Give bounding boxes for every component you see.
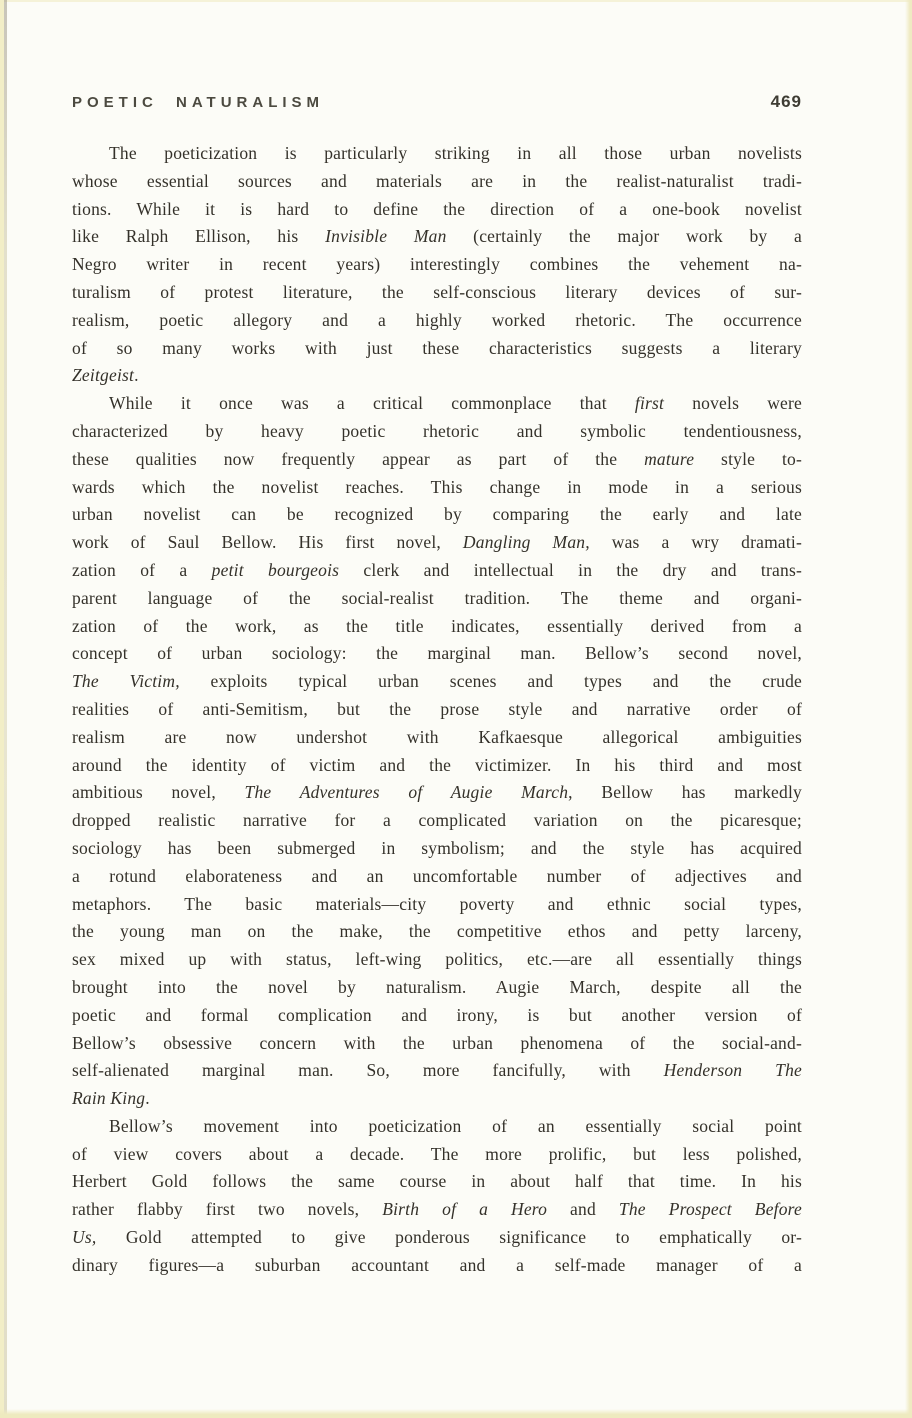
body-text: Negro writer in recent years) interestingly combines the vehement na-	[72, 254, 802, 275]
text-line	[72, 1057, 802, 1085]
body-text: sex mixed up with status, left-wing politics, etc.—are all essentially things	[72, 949, 802, 970]
page-gutter-shadow	[4, 0, 7, 1418]
text-line	[72, 1224, 802, 1252]
text-line	[72, 1252, 802, 1280]
body-text: novels were	[664, 393, 802, 414]
body-text: .	[145, 1088, 150, 1109]
text-line	[72, 390, 802, 418]
text-line	[72, 752, 802, 780]
italic-text: Birth of a Hero	[382, 1199, 548, 1220]
page-edge-bottom	[0, 1409, 912, 1418]
italic-text: Invisible Man	[325, 226, 447, 247]
text-line	[72, 585, 802, 613]
text-line	[72, 946, 802, 974]
text-line	[72, 918, 802, 946]
body-text: style to-	[694, 448, 802, 469]
body-text: characterized by heavy poetic rhetoric and symbolic tendentiousness,	[72, 420, 802, 441]
text-line	[72, 835, 802, 863]
body-text: these qualities now frequently appear as part of the	[72, 448, 645, 469]
body-text: self-alienated marginal man. So, more fancifully, with	[72, 1060, 664, 1081]
text-line	[72, 362, 802, 390]
text-line	[72, 529, 802, 557]
body-text: Herbert Gold follows the same course in about half that time. In his	[72, 1171, 802, 1192]
body-text: dinary figures—a suburban accountant and a self-made manager of a	[72, 1254, 802, 1275]
italic-text: first	[634, 393, 665, 414]
text-line	[72, 1030, 802, 1058]
text-line	[72, 668, 802, 696]
body-text: tions. While it is hard to define the direction of a one-book novelist	[72, 198, 802, 219]
text-line	[72, 196, 802, 224]
text-line	[72, 1113, 802, 1141]
text-line	[72, 446, 802, 474]
body-text: , Bellow has markedly	[568, 782, 802, 803]
text-line	[72, 696, 802, 724]
page-edge-right	[905, 0, 912, 1418]
body-text: of so many works with just these characteristics suggests a literary	[72, 337, 802, 358]
body-text: clerk and intellectual in the dry and trans-	[339, 559, 802, 580]
text-line	[72, 251, 802, 279]
body-text: While it once was a critical commonplace that	[109, 393, 635, 414]
body-text: work of Saul Bellow. His first novel,	[72, 532, 463, 553]
text-block	[72, 140, 802, 1280]
italic-text: Zeitgeist	[72, 365, 135, 386]
italic-text: The Victim,	[72, 671, 180, 692]
body-text: realism, poetic allegory and a highly worked rhetoric. The occurrence	[72, 309, 802, 330]
text-line	[72, 140, 802, 168]
text-line	[72, 779, 802, 807]
body-text: concept of urban sociology: the marginal man. Bellow’s second novel,	[72, 643, 802, 664]
text-line	[72, 307, 802, 335]
italic-text: Dangling Man,	[462, 532, 590, 553]
body-text: Bellow’s obsessive concern with the urban phenomena of the social-and-	[72, 1032, 802, 1053]
body-text: of view covers about a decade. The more prolific, but less polished,	[72, 1143, 802, 1164]
text-line	[72, 279, 802, 307]
body-text: .	[134, 365, 139, 386]
body-text: turalism of protest literature, the self-conscious literary devices of sur-	[72, 281, 802, 302]
body-text: a rotund elaborateness and an uncomfortable number of adjectives and	[72, 865, 802, 886]
page-number: 469	[770, 92, 802, 111]
body-text: Bellow’s movement into poeticization of an essentially social point	[109, 1115, 802, 1136]
body-text: zation of a	[72, 559, 212, 580]
body-text: zation of the work, as the title indicates, essentially derived from a	[72, 615, 802, 636]
text-line	[72, 474, 802, 502]
body-text: realism are now undershot with Kafkaesque allegorical ambiguities	[72, 726, 802, 747]
italic-text: Us,	[72, 1227, 97, 1248]
page-edge-top	[0, 0, 912, 2]
body-text: around the identity of victim and the victimizer. In his third and most	[72, 754, 802, 775]
text-line	[72, 613, 802, 641]
text-line	[72, 974, 802, 1002]
running-head	[72, 92, 802, 112]
body-text: and	[547, 1199, 619, 1220]
body-text: the young man on the make, the competitive ethos and petty larceny,	[72, 921, 802, 942]
text-line	[72, 1002, 802, 1030]
text-line	[72, 418, 802, 446]
body-text: exploits typical urban scenes and types and the crude	[179, 671, 802, 692]
body-text: metaphors. The basic materials—city poverty and ethnic social types,	[72, 893, 802, 914]
body-text: sociology has been submerged in symbolism; and the style has acquired	[72, 837, 802, 858]
text-line	[72, 1196, 802, 1224]
text-line	[72, 640, 802, 668]
body-text: brought into the novel by naturalism. Augie March, despite all the	[72, 976, 802, 997]
body-text: realities of anti-Semitism, but the prose style and narrative order of	[72, 698, 802, 719]
body-text: urban novelist can be recognized by comparing the early and late	[72, 504, 802, 525]
text-line	[72, 1168, 802, 1196]
italic-text: petit bourgeois	[211, 559, 340, 580]
text-line	[72, 557, 802, 585]
body-text: wards which the novelist reaches. This change in mode in a serious	[72, 476, 802, 497]
body-text: ambitious novel,	[72, 782, 245, 803]
body-text: Gold attempted to give ponderous significance to emphatically or-	[96, 1227, 802, 1248]
body-text: (certainly the major work by a	[446, 226, 802, 247]
text-line	[72, 724, 802, 752]
text-line	[72, 223, 802, 251]
italic-text: The Prospect Before	[618, 1199, 803, 1220]
text-line	[72, 1141, 802, 1169]
italic-text: mature	[644, 448, 695, 469]
body-text: parent language of the social-realist tradition. The theme and organi-	[72, 587, 802, 608]
body-text: The poeticization is particularly striking in all those urban novelists	[109, 143, 802, 163]
body-text: whose essential sources and materials are in the realist-naturalist tradi-	[72, 170, 802, 191]
text-line	[72, 807, 802, 835]
text-line	[72, 168, 802, 196]
text-line	[72, 335, 802, 363]
body-text: was a wry dramati-	[589, 532, 802, 553]
body-text: poetic and formal complication and irony, is but another version of	[72, 1004, 802, 1025]
body-text: rather flabby first two novels,	[72, 1199, 383, 1220]
text-line	[72, 891, 802, 919]
text-line	[72, 1085, 802, 1113]
running-head-title: POETIC NATURALISM	[72, 94, 325, 111]
body-text: dropped realistic narrative for a complicated variation on the picaresque;	[72, 810, 802, 831]
text-line	[72, 501, 802, 529]
italic-text: The Adventures of Augie March	[244, 782, 569, 803]
italic-text: Henderson The	[663, 1060, 802, 1081]
italic-text: Rain King	[72, 1088, 146, 1109]
text-line	[72, 863, 802, 891]
body-text: like Ralph Ellison, his	[72, 226, 326, 247]
